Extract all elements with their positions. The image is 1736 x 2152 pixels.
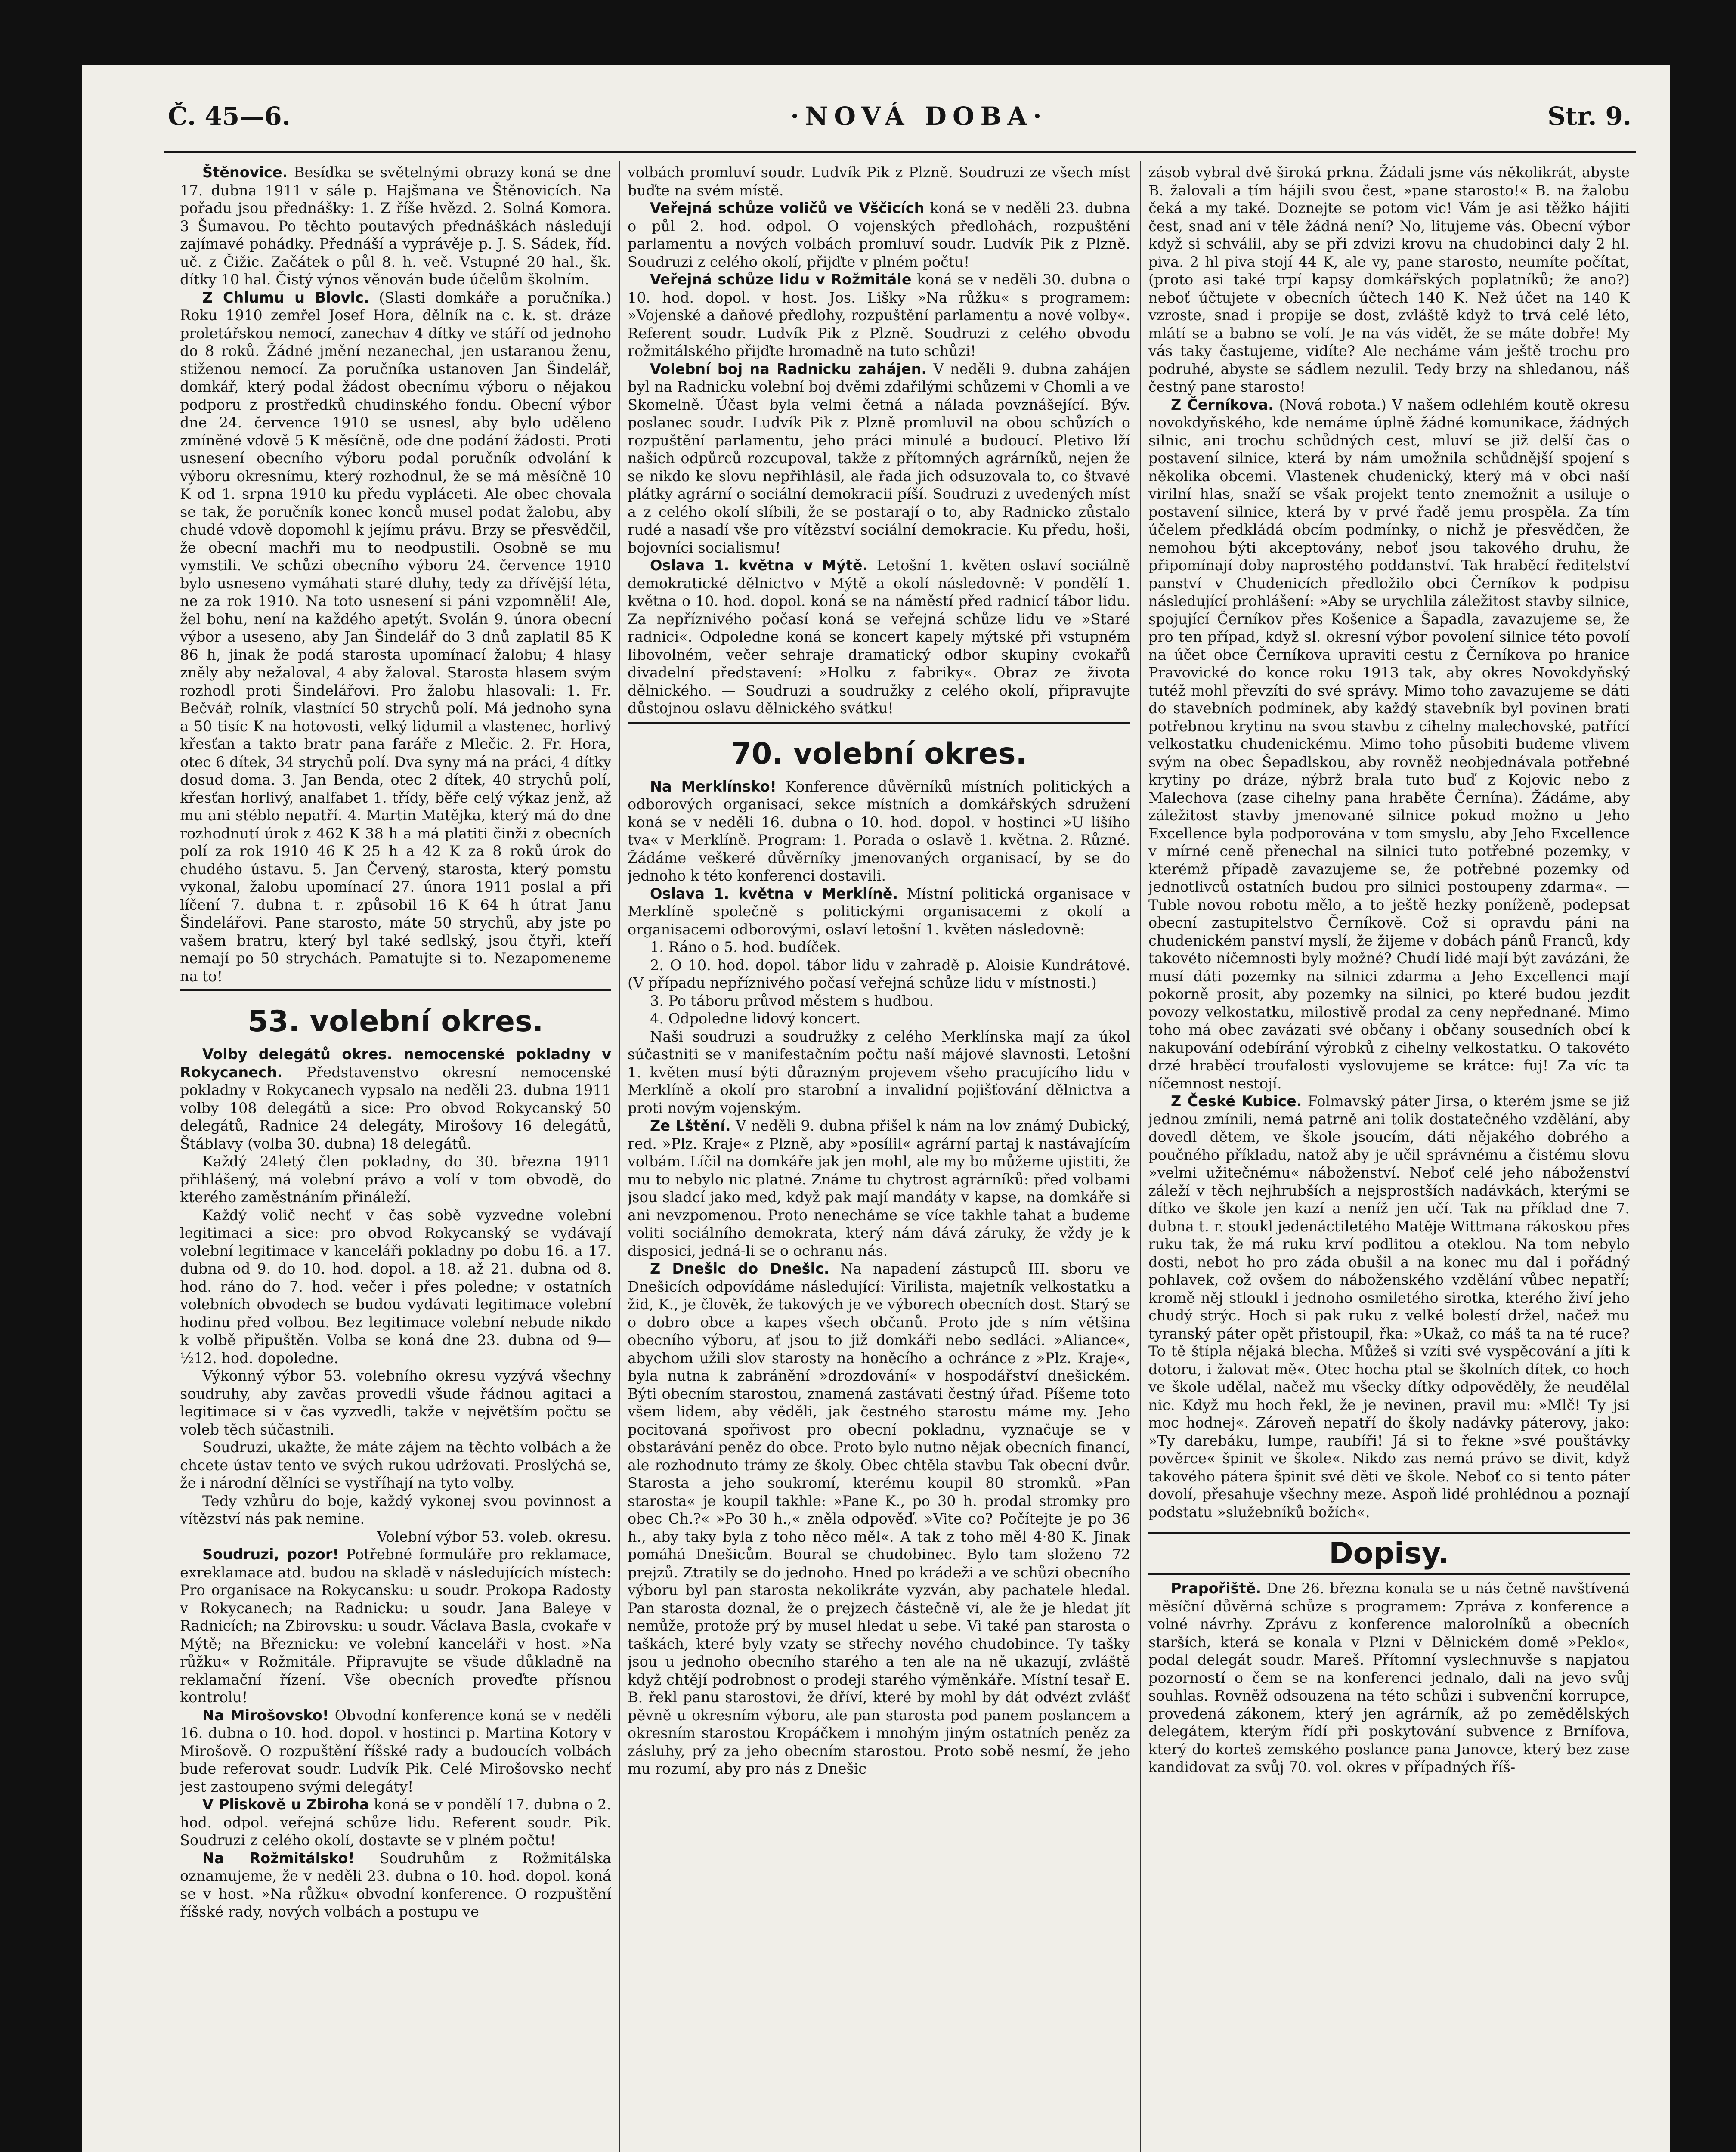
article-rozmitalsko: Na Rožmitálsko! Soudruhům z Rožmitálska oznamujeme, že v neděli 23. dubna o 10. hod. dopol. koná se v host. »Na růžku« obvodní konference. O rozpuštění říšské rady, nových volbách a postupu ve bbox=[180, 1849, 611, 1920]
article-chlum: Z Chlumu u Blovic. (Slasti domkáře a poručníka.) Roku 1910 zemřel Josef Hora, dělník na c. k. st. dráze proletářskou nemocí, zanechav 4 dítky ve stáří od jednoho do 8 roků. Žádné jmění nezanechal, jen ustaranou ženu, stiženou nemocí. Za poručníka ustanoven Jan Šindelář, domkář, který podal žádost obecnímu výboru o nějakou podporu z prostředků chudinského fondu. Obecní výbor dne 24. července 1910 se usnesl, aby bylo uděleno zmíněné vdově 5 K měsíčně, ode dne podání žádosti. Proti usnesení obecního výboru podal poručník odvolání k výboru okresnímu, který rozhodnul, že se má měsíčně 10 K od 1. srpna 1910 ku předu vypláceti. Ale obec chovala se tak, že poručník konec konců musel podat žalobu, aby chudé vdově dopomohl k jejímu právu. Brzy se přesvědčil, že obecní machři mu to neodpustili. Osobně se mu vymstili. Ve schůzi obecního výboru 24. července 1910 bylo usneseno vymáhati staré dluhy, tedy za dřívější léta, ne za rok 1910. Na toto usnesení si páni vzpomněli! Ale, žel bohu, není na každého apetýt. Svolán 9. února obecní výbor a useseno, aby Jan Šindelář do 3 dnů zaplatil 85 K 86 h, jinak že podá starosta upomínací žalobu; 4 hlasy zněly aby nežaloval, 4 aby žaloval. Starosta hlasem svým rozhodl proti Šindelářovi. Pro žalobu hlasovali: 1. Fr. Bečvář, rolník, vlastnící 50 strychů polí. Má jednoho syna a 50 tisíc K na hotovosti, velký lidumil a vlastenec, horlivý křesťan a takto bratr pana faráře z Mlečic. 2. Fr. Hora, otec 6 dítek, 34 strychů polí. Dva syny má na práci, 4 dítky dosud doma. 3. Jan Benda, otec 2 dítek, 40 strychů polí, křesťan horlivý, analfabet 1. třídy, běře celý výkaz jenž, až mu ani stéblo nepatří. 4. Martin Matějka, který má do dne rozhodnutí úrok z 462 K 38 h a má platiti činži z obecních polí za rok 1910 46 K 25 h a 42 K za 8 roků úrok do chudého ústavu. 5. Jan Červený, starosta, který pomstu vykonal, žalobu upomínací 27. února 1911 poslal a při líčení 7. dubna t. r. způsobil 16 K 64 h útrat Janu Šindelářovi. Pane starosto, máte 50 strychů, aby jste po vašem bratru, který byl také sedlský, jsou čtyři, kteří nemají po 50 strychách. Pamatujte si to. Nezapomeneme na to! bbox=[180, 289, 611, 985]
paragraph: Tedy vzhůru do boje, každý vykonej svou povinnost a vítězství nás pak nemine. bbox=[180, 1492, 611, 1527]
paragraph: zásob vybral dvě široká prkna. Žádali jsme vás několikrát, abyste B. žalovali a tím hájili svou čest, »pane starosto!« B. na žalobu čeká a my také. Doznejte se potom vic! Vám je asi těžko hájiti čest, snad ani v těle žádná není? No, litujeme vás. Obecní výbor když si schválil, aby se při zdvizi krovu na chudobinci daly 2 hl. piva. 2 hl piva stojí 44 K, ale vy, pane starosto, neumíte počítat, (proto asi také trpí kapsy domkářských poplatníků; že ano?) neboť účtujete v obecních účtech 140 K. Než účet na 140 K vzroste, snad i propije se dost, zvláště když to trvá celé léto, mlátí se a babno se volí. Je na vás vidět, že se máte dobře! My vás taky častujeme, vidíte? Ale necháme vám ještě trochu pro podruhé, abyste se sádlem nezulil. Tedy brzy na shledanou, náš čestný pane starosto! bbox=[1148, 164, 1630, 395]
column-2 bbox=[628, 164, 1130, 2152]
section-heading-70: 70. volební okres. bbox=[731, 736, 1027, 771]
section-heading-dopisy: Dopisy. bbox=[1148, 1532, 1630, 1575]
article-oslava-merklin: Oslava 1. května v Merklíně. Místní politická organisace v Merklíně společně s politickými organisacemi z okolí a organisacemi odborovými, oslaví letošní 1. květen následovně: bbox=[628, 885, 1130, 938]
paragraph: Naši soudruzi a soudružky z celého Merklínska mají za úkol súčastniti se v manifestačním počtu naší májové slavnosti. Letošní 1. květen musí býti důrazným projevem všeho pracujícího lidu v Merklíně a okolí pro starobní a invalidní pojišťování dělnictva a proti novým vojenským. bbox=[628, 1028, 1130, 1116]
article-mirosovsko: Na Mirošovsko! Obvodní konference koná se v neděli 16. dubna o 10. hod. dopol. v hostinci p. Martina Kotory v Mirošově. O rozpuštění říšské rady a budoucích volbách bude referovat soudr. Ludvík Pik. Celé Mirošovsko nechť jest zastoupeno svými delegáty! bbox=[180, 1707, 611, 1795]
column-divider bbox=[619, 161, 620, 2152]
issue-number: Č. 45—6. bbox=[168, 102, 291, 131]
paragraph: Soudruzi, ukažte, že máte zájem na těchto volbách a že chcete ústav tento ve svých rukou udržovati. Proslýchá se, že i národní dělníci se vystříhají na tyto volby. bbox=[180, 1439, 611, 1491]
article-lsteni: Ze Lštění. V neděli 9. dubna přišel k nám na lov známý Dubický, red. »Plz. Kraje« z Plzně, aby »posílil« agrární partaj k nastávajícím volbám. Líčil na domkáře jak jen mohl, ale my bo můžeme ujistiti, že mu to nebylo nic platné. Známe tu chytrost agrárníků: před volbami jsou sladcí jako med, když pak mají mandáty v kapse, na domkáře si ani nevzpomenou. Proto nenecháme se více takhle tahat a budeme voliti sociálního demokrata, který nám dává záruky, že vždy je k disposici, jedná-li se o ochranu nás. bbox=[628, 1117, 1130, 1259]
paragraph: volbách promluví soudr. Ludvík Pik z Plzně. Soudruzi ze všech míst buďte na svém místě. bbox=[628, 164, 1130, 199]
article-dnesice: Z Dnešic do Dnešic. Na napadení zástupců III. sboru ve Dnešicích odpovídáme následující: Virilista, majetník velkostatku a žid, K., je člověk, že takových je ve výborech obecních dost. Starý se o dobro obce a kapes všech občanů. Proto jde s ním většina obecního výboru, ať jsou to již domkáři nebo sedláci. »Aliance«, abychom užili slov starosty na honěcího a ochránce z »Plz. Kraje«, byla nutna k zabránění »drozdování« v hospodářství dnešickém. Býti obecním starostou, znamená zastávati čestný úřad. Píšeme toto všem lidem, aby věděli, jak čestného starostu máme my. Jeho pocitovaná spořivost pro obecní pokladnu, vyznačuje se v obstarávání peněz do obce. Proto bylo nutno nějak obecních financí, ale rozhodnuto trámy ze školy. Obec chtěla stavbu Tak obecní dvůr. Starosta a jeho soukromí, kterému koupil 80 stromků. »Pan starosta« je koupil takhle: »Pane K., po 30 h. prodal stromky pro obec Ch.?« »Po 30 h.,« zněla odpověď. »Vite co? Počítejte je po 36 h., aby taky byla z toho něco měl«. A tak z toho měl 4·80 K. Jinak pomáhá Dnešicům. Boural se chudobinec. Bylo tam složeno 72 prejzů. Ztratily se do jednoho. Hned po krádeži a ve schůzi obecního výboru byl pan starosta nekolikráte vyzván, aby pachatele hledal. Pan starosta doznal, že o prejzech částečně ví, ale že je hledat jít nemůže, protože prý by musel hledat u sebe. Vi také pan starosta o taškách, které byly vzaty se střechy nového chudobince. Ty tašky jsou u jednoho obecního starého a ten ale na ně ukazují, zvláště když chtějí podrobnost o prodeji starého výměnkáře. Místní tesař E. B. řekl panu starostovi, že dříví, které by mohl by dát odvézt zvlášť pěvně u okresním výboru, ale pan starosta pod panem poslancem a okresním starostou Kropáčkem i mnohým jiným ostatních peněz za zásluhy, prý za jeho obecním starostou. Proto sobě nesmí, že jeho mu rozumí, aby pro nás z Dnešic bbox=[628, 1260, 1130, 1777]
list-item: 3. Po táboru průvod městem s hudbou. bbox=[650, 992, 934, 1009]
list-item: 2. O 10. hod. dopol. tábor lidu v zahradě p. Aloisie Kundrátové. (V případu nepříznivého počasí veřejná schůze lidu v místnosti.) bbox=[628, 956, 1130, 991]
paragraph: Každý 24letý člen pokladny, do 30. března 1911 přihlášený, má volební právo a volí v tom obvodě, do kterého zaměstnáním přináleží. bbox=[180, 1153, 611, 1206]
page-number: Str. 9. bbox=[1547, 102, 1631, 131]
column-3 bbox=[1148, 164, 1630, 2152]
article-merklinsko: Na Merklínsko! Konference důvěrníků místních politických a odborových organisací, sekce místních a domkářských sdružení koná se v neděli 16. dubna o 10. hod. dopol. v hostinci »U lišího tva« v Merklíně. Program: 1. Porada o oslavě 1. května. 2. Různé. Žádáme veškeré důvěrníky jmenovaných organisací, by se do jednoho k této konferenci dostavili. bbox=[628, 778, 1130, 884]
newspaper-title: ·NOVÁ DOBA· bbox=[790, 102, 1048, 131]
article-volby-delegatu: Volby delegátů okres. nemocenské pokladny v Rokycanech. Představenstvo okresní nemocenské pokladny v Rokycanech vypsalo na neděli 23. dubna 1911 volby 108 delegátů a sice: Pro obvod Rokycanský 50 delegátů, Radnice 24 delegáty, Mirošovy 16 delegátů, Štáblavy (volba 30. dubna) 18 delegátů. bbox=[180, 1046, 611, 1152]
article-oslava-myto: Oslava 1. května v Mýtě. Letošní 1. květen oslaví sociálně demokratické dělnictvo v Mýtě a okolí následovně: V pondělí 1. května o 10. hod. dopol. koná se na náměstí před radnicí tábor lidu. Za nepříznivého počasí koná se veřejná schůze lidu ve »Staré radnici«. Odpoledne koná se koncert kapely mýtské při vstupném libovolném, večer sehraje dramatický odbor skupiny cvokařů divadelní představení: »Holku z fabriky«. Obraz ze života dělnického. — Soudruzi a soudružky z celého okolí, připravujte důstojnou oslavu dělnického svátku! bbox=[628, 557, 1130, 717]
article-vscice: Veřejná schůze voličů ve Vščicích koná se v neděli 23. dubna o půl 2. hod. odpol. O vojenských předlohách, rozpuštění parlamentu a nových volbách promluví soudr. Ludvík Pik z Plzně. Soudruzi z celého okolí, přijďte v plném počtu! bbox=[628, 200, 1130, 270]
article-pliskov: V Pliskově u Zbiroha koná se v pondělí 17. dubna o 2. hod. odpol. veřejná schůze lidu. Referent soudr. Pik. Soudruzi z celého okolí, dostavte se v plném počtu! bbox=[180, 1796, 611, 1849]
column-divider bbox=[1140, 161, 1141, 2152]
header-rule bbox=[164, 151, 1636, 153]
signature: Volební výbor 53. voleb. okresu. bbox=[377, 1528, 611, 1545]
article-praporiste: Prapořiště. Dne 26. března konala se u nás četně navštívená měsíční důvěrná schůze s programem: Zpráva z konference a volné návrhy. Zprávu z konference malorolníků a obecních starších, která se konala v Plzni v Dělnickém domě »Peklo«, podal delegát soudr. Mareš. Přítomní vyslechnuvše s napjatou pozorností o čem se na konferenci jednalo, dali na jevo svůj souhlas. Rovněž odsouzena na této schůzi i subvenční korrupce, provedená zákonem, který jen agrárník, až po zemědělských delegátem, kterým řídí při poskytování subvence z Brnífova, který do korteš zemského poslance pana Janovce, který bez zase kandidovat za svůj 70. vol. okres v případných říš- bbox=[1148, 1580, 1630, 1775]
section-rule bbox=[628, 722, 1130, 724]
article-rozmital: Veřejná schůze lidu v Rožmitále koná se v neděli 30. dubna o 10. hod. dopol. v host. Jos. Lišky »Na růžku« s programem: »Vojenské a daňové předlohy, rozpuštění parlamentu a nové volby«. Referent soudr. Ludvík Pik z Plzně. Soudruzi z celého obvodu rožmitálského přijďte hromadně na tuto schůzi! bbox=[628, 271, 1130, 359]
article-radnicko: Volební boj na Radnicku zahájen. V neděli 9. dubna zahájen byl na Radnicku volební boj dvěmi zdařilými schůzemi v Chomli a ve Skomelně. Účast byla velmi četná a nálada povznášející. Býv. poslanec soudr. Ludvík Pik z Plzně promluvil na obou schůzích o rozpuštění parlamentu, jeho práci minulé a budoucí. Pletivo lží našich odpůrců rozcupoval, takže z přítomných agrárníků, nejen že se nikdo ke slovu nepřihlásil, ale řada jich odsuzovala to, co štvavé plátky agrární o sociální demokracii píší. Soudruzi z uvedených míst a z celého okolí slíbili, že se postarají o to, aby Radnicko zůstalo rudé a nasadí vše pro vítězství sociální demokracie. Ku předu, hoši, bojovníci socialismu! bbox=[628, 360, 1130, 556]
paragraph: Každý volič nechť v čas sobě vyzvedne volební legitimaci a sice: pro obvod Rokycanský se vydávají volební legitimace v kanceláři pokladny po dobu 16. a 17. dubna od 9. do 10. hod. dopol. a 18. až 21. dubna od 8. hod. ráno do 7. hod. večer i přes poledne; v ostatních volebních obvodech se budou vydávati legitimace volební hodinu před volbou. Bez legitimace volební nebude nikdo k volbě připuštěn. Volba se koná dne 23. dubna od 9—½12. hod. dopoledne. bbox=[180, 1206, 611, 1367]
section-rule bbox=[180, 989, 611, 991]
article-soudruzi-pozor: Soudruzi, pozor! Potřebné formuláře pro reklamace, exreklamace atd. budou na skladě v následujících místech: Pro organisace na Rokycansku: u soudr. Prokopa Radosty v Rokycanech; na Radnicku: u soudr. Jana Baleye v Radnicích; na Zbirovsku: u soudr. Václava Basla, cvokaře v Mýtě; na Březnicku: ve volební kanceláři v host. »Na růžku« v Rožmitále. Připravujte se všude důkladně na reklamační řízení. Vše obecních proveďte přísnou kontrolu! bbox=[180, 1546, 611, 1706]
list-item: 1. Ráno o 5. hod. budíček. bbox=[650, 939, 841, 955]
article-cernikov: Z Černíkova. (Nová robota.) V našem odlehlém koutě okresu novokdyňského, kde nemáme úplně žádné komunikace, žádných silnic, ani trochu schůdných cest, mluví se již delší čas o postavení silnice, která by nám umožnila schůdnější spojení s několika obcemi. Vlastenek chudenický, který má v obci naší virilní hlas, snaží se však projekt tento znemožnit a usiluje o postavení silnice, která by v prvé řadě jemu prospěla. Za tím účelem předkládá obcím podmínky, o nichž je přesvědčen, že nemohou býti akceptovány, neboť jsou takového druhu, že připomínají doby naprostého poddanství. Tak hraběcí ředitelství panství v Chudenicích předložilo obci Černíkov k podpisu následující prohlášení: »Aby se urychlila záležitost stavby silnice, spojující Černíkov přes Košenice a Šapadla, zavazujeme se, že pro ten případ, když sl. okresní výbor povolení silnice této povolí na účet obce Černíkova upraviti cestu z Černíkova po hranice Pravovické do konce roku 1913 tak, aby okres Novokdyňský tutéž mohl převzíti do své správy. Mimo toho zavazujeme se dáti do stavebních podmínek, aby každý stavebník byl povinen brati potřebnou krytinu na svou stavbu z cihelny malechovské, patřící velkostatku chudenickému. Mimo toho působiti budeme vlivem svým na obec Šepadlskou, aby rovněž neobjednávala potřebné krytiny po dráze, nýbrž brala tuto buď z Kojovic nebo z Malechova (zase cihelny pana hraběte Černína). Žádáme, aby záležitost stavby jmenované silnice pokud možno u Jeho Excellence byla podporována v tom smyslu, aby Jeho Excellence v mírné ceně přenechal na silnici tuto potřebné pozemky, v kterémž případě zavazujeme se, že potřebné pozemky od jednotlivců ostatních budou pro silnici postoupeny zdarma«. — Tuble novou robotu mělo, a to ještě hezky poníženě, podepsat obecní zastupitelstvo Černíkově. Což si opravdu páni na chudenickém panství myslí, že žijeme v dobách pánů Franců, kdy takovéto níčemnosti byly možné? Chudí lidé mají být zavázáni, že musí dáti pozemky na silnici zdarma a Jeho Excellenci mají pokorně prosit, aby pozemky na silnici, po které budou jezdit povozy velkostatku, milostivě prodal za ceny nepřednané. Mimo toho má obec zavázati své občany i občany sousedních obcí k nakupování odebírání výrobků z cihelny velkostatku. O takovéto drzé hraběcí troufalosti vyslovujeme se krátce: fuj! Za víc ta níčemnost nestojí. bbox=[1148, 396, 1630, 1092]
article-ceska-kubice: Z České Kubice. Folmavský páter Jirsa, o kterém jsme se již jednou zmínili, nemá patrně ani tolik dostatečného vzdělání, aby dovedl dětem, ve škole jsoucím, dáti nějakého dobrého a poučného příkladu, natož aby je učil správnému a čistému slovu »velmi užitečnému« náboženství. Neboť celé jeho náboženství záleží v těch nejhrubších a nejsprostších nadávkách, kterými se dítko ve škole jen kazí a neníž jen učí. Tak na příklad dne 7. dubna t. r. stoukl jedenáctiletého Matěje Wittmana rákoskou přes ruku tak, že má ruku krví podlitou a oteklou. Na tom nebylo dosti, nebot ho pro záda obušil a na konec mu dal i pořádný pohlavek, což ovšem do náboženského vzdělání vůbec nepatří; kromě něj stloukl i jednoho osmiletého sirotka, kterého živí jeho chudý strýc. Hoch si pak ruku z velké bolestí držel, načež mu tyranský páter opět přistoupil, řka: »Ukaž, co máš ta na té ruce? To tě štípla nějaká blecha. Můžeš si vzíti své vyspěcování a jíti k dotoru, i žalovat mě«. Otec hocha ptal se školních dítek, co hoch ve škole udělal, načež mu všecky dítky odpověděly, že neudělal nic. Když mu hoch řekl, že je nevinen, pravil mu: »Mlč! Ty jsi moc hodnej«. Zároveň nepatří do školy nadávky páterovy, jako: »Ty darebáku, lumpe, raubíři! Já si to řekne »své pouštávky pověrce« špinit ve škole«. Nikdo zas nemá právo se divit, když takového pátera špinit své děti ve škole. Neboť co si tento páter dovolí, přesahuje všechny meze. Aspoň lidé prohlédnou a poznají podstatu »služebníků božích«. bbox=[1148, 1093, 1630, 1521]
section-heading-53: 53. volební okres. bbox=[248, 1005, 544, 1039]
article-stenovice: Štěnovice. Besídka se světelnými obrazy koná se dne 17. dubna 1911 v sále p. Hajšmana ve Štěnovicích. Na pořadu jsou přednášky: 1. Z říše hvězd. 2. Solná Komora. 3 Šumavou. Po těchto poutavých přednáškách následují zajímavé pohádky. Přednáší a vyprávěje p. J. S. Sádek, říd. uč. z Čižic. Začátek o půl 8. h. več. Vstupné 20 hal., šk. dítky 10 hal. Čistý výnos věnován bude účelům školním. bbox=[180, 164, 611, 288]
list-item: 4. Odpoledne lidový koncert. bbox=[650, 1010, 861, 1027]
newspaper-page bbox=[82, 65, 1670, 2152]
paragraph: Výkonný výbor 53. volebního okresu vyzývá všechny soudruhy, aby zavčas provedli všude řádnou agitaci a legitimace si v čas vyzvedli, takže v největším počtu se voleb těch súčastnili. bbox=[180, 1367, 611, 1438]
page-header bbox=[168, 84, 1631, 148]
column-1 bbox=[180, 164, 611, 2152]
